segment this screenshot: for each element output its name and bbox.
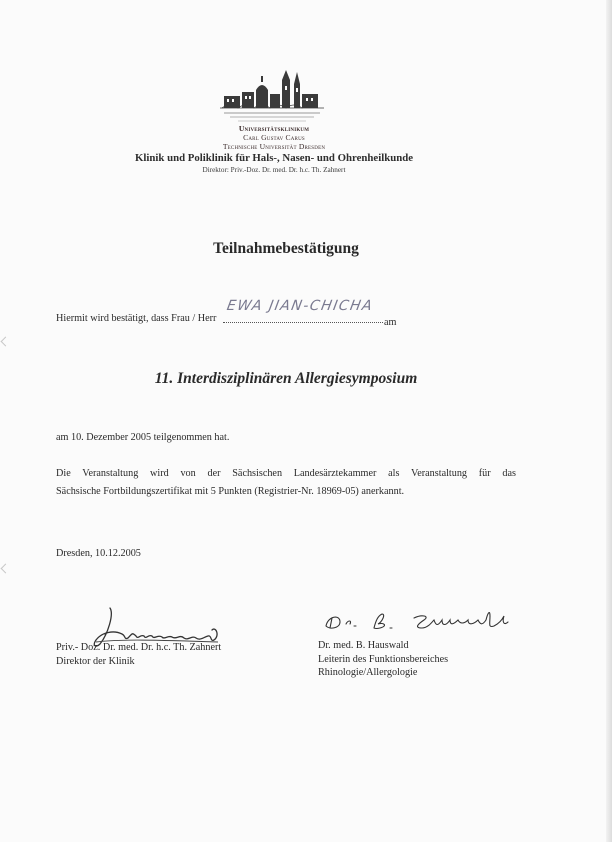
department-head-role: Leiterin des Funktionsbereiches <box>318 654 449 665</box>
clinic-director: Direktor: Priv.-Doz. Dr. med. Dr. h.c. Th. Zahnert <box>202 166 346 174</box>
participant-name-field <box>223 298 383 323</box>
institution-namesake: Carl Gustav Carus <box>243 133 305 142</box>
dresden-skyline-icon <box>220 66 324 124</box>
participation-statement: am 10. Dezember 2005 teilgenommen hat. <box>56 432 230 443</box>
confirmation-prefix: Hiermit wird bestätigt, dass Frau / Herr <box>56 313 217 324</box>
institution-name: Universitätsklinikum <box>238 124 310 133</box>
document-title: Teilnahmebestätigung <box>213 240 359 257</box>
place-and-date: Dresden, 10.12.2005 <box>56 548 141 559</box>
director-signatory-name: Priv.- Doz. Dr. med. Dr. h.c. Th. Zahnert <box>56 642 222 653</box>
department-head-name: Dr. med. B. Hauswald <box>318 640 409 651</box>
punch-mark <box>1 564 11 574</box>
punch-mark <box>1 337 11 347</box>
participant-name: EWA JIAN-CHICHA <box>225 298 375 314</box>
head-of-department-signature <box>318 606 528 636</box>
department-head-specialty: Rhinologie/Allergologie <box>318 667 418 678</box>
event-title: 11. Interdisziplinären Allergiesymposium <box>154 370 418 387</box>
director-signatory-role: Direktor der Klinik <box>56 656 135 667</box>
confirmation-suffix: am <box>383 317 397 328</box>
university-name: Technische Universität Dresden <box>222 142 326 151</box>
clinic-name: Klinik und Poliklinik für Hals-, Nasen- und Ohrenheilkunde <box>134 152 414 164</box>
accreditation-line-1: Die Veranstaltung wird von der Sächsischen Landesärztekammer als Veranstaltung für das <box>56 468 516 479</box>
confirmation-line <box>56 298 397 328</box>
page-edge-shadow <box>606 0 612 842</box>
accreditation-line-2: Sächsische Fortbildungszertifikat mit 5 Punkten (Registrier-Nr. 18969-05) anerkannt. <box>56 486 405 497</box>
